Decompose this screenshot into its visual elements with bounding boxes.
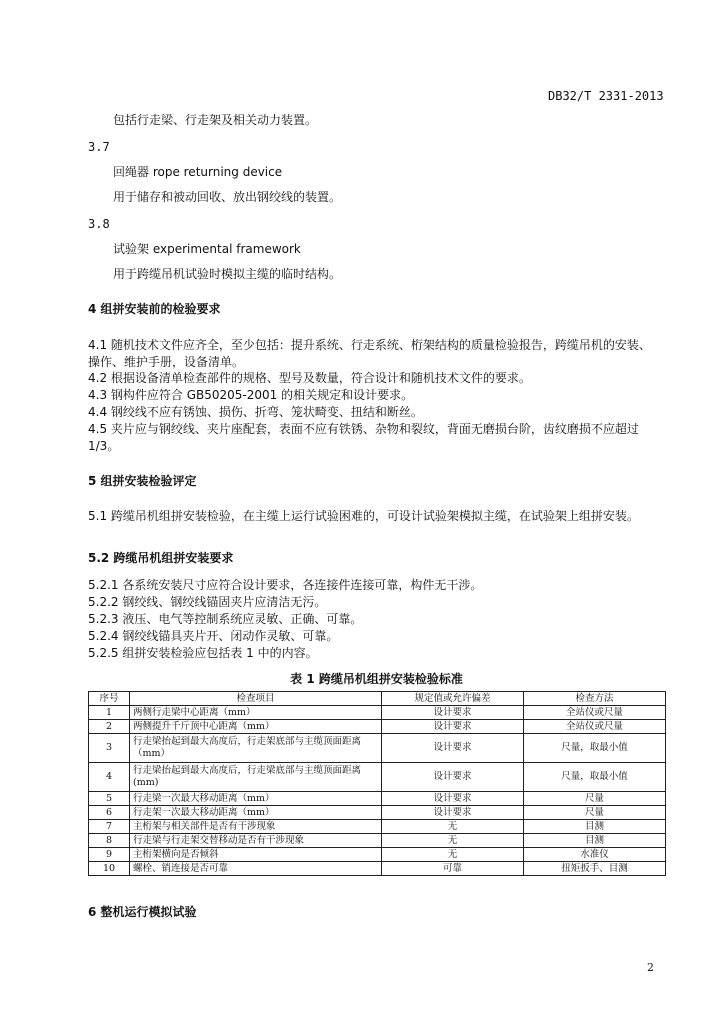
cell-tolerance: 设计要求 (382, 720, 524, 734)
cell-no: 2 (89, 720, 130, 734)
document-code: DB32/T 2331-2013 (548, 89, 664, 103)
cell-item: 两侧行走梁中心距离（mm） (130, 706, 382, 720)
clause-paragraph: 5.1 跨缆吊机组拼安装检验，在主缆上运行试验困难的，可设计试验架模拟主缆，在试验架上组拼安装。 (88, 509, 639, 523)
table-row (89, 862, 666, 876)
cell-no: 8 (89, 834, 130, 848)
cell-method: 尺量 (524, 806, 666, 820)
cell-method: 目测 (524, 834, 666, 848)
cell-no: 3 (89, 734, 130, 763)
table-row (89, 792, 666, 806)
cell-tolerance: 可靠 (382, 862, 524, 876)
cell-item: 行走梁抬起到最大高度后，行走架底部与主缆顶面距离（mm） (130, 734, 382, 763)
definition-text: 包括行走梁、行走架及相关动力装置。 (113, 113, 318, 127)
cell-no: 9 (89, 848, 130, 862)
cell-tolerance: 设计要求 (382, 806, 524, 820)
subsection-heading: 5.2 跨缆吊机组拼安装要求 (88, 551, 234, 565)
cell-item: 行走梁与行走架交替移动是否有干涉现象 (130, 834, 382, 848)
column-header-no: 序号 (89, 692, 130, 706)
cell-no: 6 (89, 806, 130, 820)
cell-method: 水准仪 (524, 848, 666, 862)
clause-number: 3.7 (88, 140, 110, 154)
clause-paragraph: 5.2.5 组拼安装检验应包括表 1 中的内容。 (88, 646, 318, 660)
table-row (89, 820, 666, 834)
cell-no: 7 (89, 820, 130, 834)
cell-method: 尺量，取最小值 (524, 763, 666, 792)
section-heading: 5 组拼安装检验评定 (88, 474, 197, 488)
table-row (89, 706, 666, 720)
clause-paragraph: 4.3 钢构件应符合 GB50205-2001 的相关规定和设计要求。 (88, 388, 414, 402)
cell-tolerance: 设计要求 (382, 706, 524, 720)
cell-method: 扭矩扳手、目测 (524, 862, 666, 876)
clause-paragraph: 5.2.3 液压、电气等控制系统应灵敏、正确、可靠。 (88, 612, 363, 626)
table-row (89, 734, 666, 763)
table-row (89, 763, 666, 792)
table-header-row (89, 692, 666, 706)
clause-paragraph: 4.4 钢绞线不应有锈蚀、损伤、折弯、笼状畸变、扭结和断丝。 (88, 405, 423, 419)
column-header-tolerance: 规定值或允许偏差 (382, 692, 524, 706)
cell-method: 全站仪或尺量 (524, 720, 666, 734)
cell-no: 4 (89, 763, 130, 792)
clause-paragraph: 5.2.2 钢绞线、钢绞线锚固夹片应清洁无污。 (88, 595, 327, 609)
cell-item: 行走架一次最大移动距离（mm） (130, 806, 382, 820)
cell-tolerance: 无 (382, 848, 524, 862)
term-title: 试验架 experimental framework (113, 242, 301, 256)
table-caption: 表 1 跨缆吊机组拼安装检验标准 (290, 672, 463, 686)
cell-no: 10 (89, 862, 130, 876)
section-heading: 6 整机运行模拟试验 (88, 905, 197, 919)
cell-tolerance: 设计要求 (382, 734, 524, 763)
cell-method: 尺量，取最小值 (524, 734, 666, 763)
cell-item: 主桁架横向是否倾斜 (130, 848, 382, 862)
cell-item: 主桁架与相关部件是否有干涉现象 (130, 820, 382, 834)
clause-paragraph: 4.2 根据设备清单检查部件的规格、型号及数量，符合设计和随机技术文件的要求。 (88, 371, 531, 385)
column-header-method: 检查方法 (524, 692, 666, 706)
clause-paragraph: 4.5 夹片应与钢绞线、夹片座配套，表面不应有铁锈、杂物和裂纹，背面无磨损台阶，齿纹磨损不应超过 1/3。 (88, 422, 639, 453)
column-header-item: 检查项目 (130, 692, 382, 706)
inspection-standard-table (88, 691, 666, 876)
cell-method: 目测 (524, 820, 666, 834)
cell-item: 行走梁一次最大移动距离（mm） (130, 792, 382, 806)
cell-tolerance: 设计要求 (382, 763, 524, 792)
table-row (89, 848, 666, 862)
clause-number: 3.8 (88, 217, 110, 231)
term-title: 回绳器 rope returning device (113, 165, 283, 179)
cell-method: 全站仪或尺量 (524, 706, 666, 720)
definition-text: 用于储存和被动回收、放出钢绞线的装置。 (113, 190, 342, 204)
page-number: 2 (647, 961, 654, 974)
table-row (89, 806, 666, 820)
table-row (89, 720, 666, 734)
cell-no: 5 (89, 792, 130, 806)
clause-paragraph: 4.1 随机技术文件应齐全，至少包括：提升系统、行走系统、桁架结构的质量检验报告，跨缆吊机的安装、操作、维护手册，设备清单。 (88, 338, 651, 369)
cell-tolerance: 无 (382, 834, 524, 848)
clause-paragraph: 5.2.1 各系统安装尺寸应符合设计要求，各连接件连接可靠，构件无干涉。 (88, 578, 483, 592)
cell-tolerance: 设计要求 (382, 792, 524, 806)
cell-item: 螺栓、销连接是否可靠 (130, 862, 382, 876)
cell-item: 行走梁抬起到最大高度后，行走梁底部与主缆顶面距离(mm) (130, 763, 382, 792)
cell-tolerance: 无 (382, 820, 524, 834)
clause-paragraph: 5.2.4 钢绞线锚具夹片开、闭动作灵敏、可靠。 (88, 629, 339, 643)
section-heading: 4 组拼安装前的检验要求 (88, 302, 221, 316)
cell-item: 两侧提升千斤顶中心距离（mm） (130, 720, 382, 734)
table-row (89, 834, 666, 848)
definition-text: 用于跨缆吊机试验时模拟主缆的临时结构。 (113, 267, 342, 281)
cell-no: 1 (89, 706, 130, 720)
cell-method: 尺量 (524, 792, 666, 806)
